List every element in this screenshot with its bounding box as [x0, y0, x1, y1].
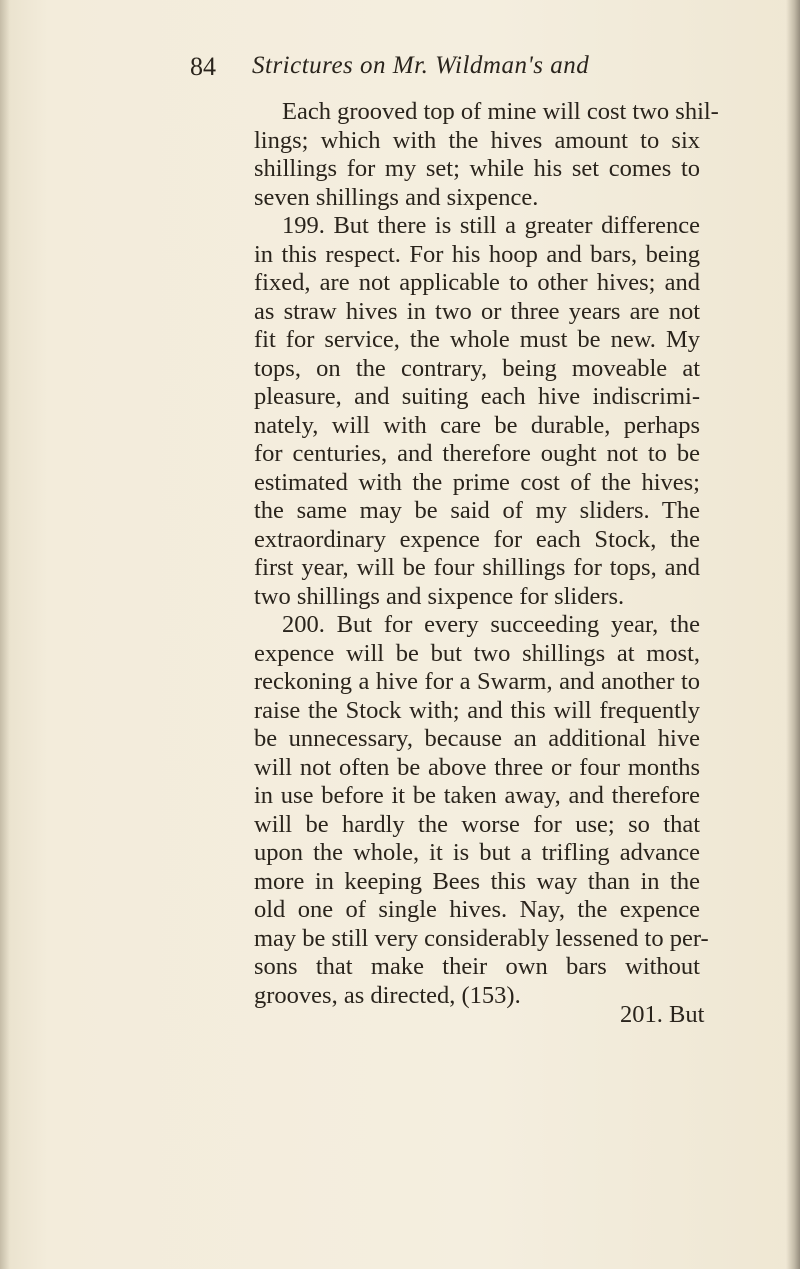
text-line: reckoning a hive for a Swarm, and another to [254, 668, 700, 695]
text-line: Each grooved top of mine will cost two shil- [282, 98, 719, 125]
text-line: two shillings and sixpence for sliders. [254, 582, 625, 610]
body-text [254, 98, 719, 1010]
text-line: raise the Stock with; and this will frequently [254, 696, 700, 724]
page-binding-shadow [786, 0, 800, 1269]
text-line: in this respect. For his hoop and bars, being [254, 240, 700, 268]
text-line: lings; which with the hives amount to six [254, 126, 700, 154]
text-line: will be hardly the worse for use; so that [254, 810, 700, 838]
text-line: for centuries, and therefore ought not to be [254, 440, 700, 467]
text-line: the same may be said of my sliders. The [254, 497, 700, 524]
page-left-shadow [0, 0, 10, 1269]
text-line: estimated with the prime cost of the hives; [254, 468, 700, 496]
text-line: shillings for my set; while his set comes to [254, 155, 700, 182]
text-line: will not often be above three or four months [254, 753, 700, 781]
text-line: fixed, are not applicable to other hives; and [254, 269, 700, 296]
running-head: Strictures on Mr. Wildman's and [252, 52, 590, 79]
text-line: pleasure, and suiting each hive indiscrimi- [254, 383, 700, 410]
catchword: 201. But [620, 1001, 705, 1028]
text-line: may be still very considerably lessened to per- [254, 924, 709, 952]
text-line: fit for service, the whole must be new. My [254, 326, 700, 353]
page-header [190, 48, 710, 88]
text-line: upon the whole, it is but a trifling advance [254, 839, 700, 866]
text-line: in use before it be taken away, and therefore [254, 782, 700, 809]
text-line: sons that make their own bars without [254, 953, 700, 980]
text-line: tops, on the contrary, being moveable at [254, 354, 700, 382]
text-line: as straw hives in two or three years are not [254, 297, 700, 325]
text-line: 200. But for every succeeding year, the [282, 611, 700, 638]
text-line: seven shillings and sixpence. [254, 183, 539, 211]
text-line: old one of single hives. Nay, the expence [254, 896, 700, 923]
text-line: be unnecessary, because an additional hive [254, 725, 700, 752]
text-line: extraordinary expence for each Stock, the [254, 525, 700, 553]
text-line: more in keeping Bees this way than in the [254, 867, 700, 895]
page-number: 84 [190, 52, 216, 81]
text-line: 199. But there is still a greater difference [282, 212, 700, 239]
text-line: grooves, as directed, (153). [254, 981, 521, 1009]
text-line: nately, will with care be durable, perhaps [254, 411, 700, 439]
text-line: first year, will be four shillings for tops, and [254, 554, 700, 581]
text-line: expence will be but two shillings at most, [254, 639, 700, 667]
